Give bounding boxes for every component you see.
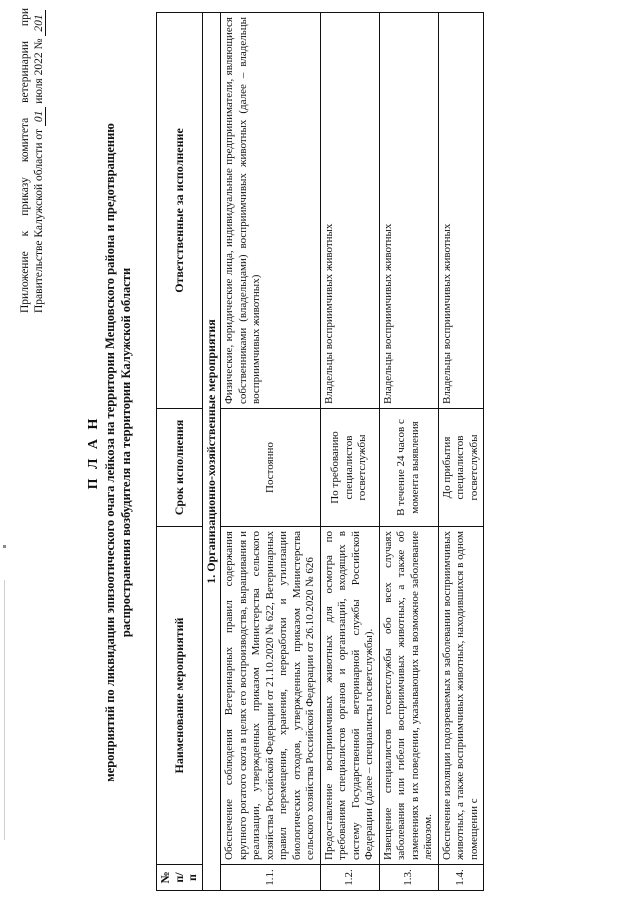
table-row (221, 13, 321, 891)
row-measure: Обеспечение соблюдения Ветеринарных правил содержания крупного рогатого скота в целях его воспроизводства, выращивания и реализации, утвержденных приказом Министерства сельского хозяйства Российской Федерации от 21.10.2020 № 622, Ветеринарных правил перемещения, хранения, переработки и утилизации биологических отходов, утвержденных приказом Министерства сельского хозяйства Российской Федерации от 26.10.2020 № 626 (221, 527, 321, 865)
row-term: Постоянно (221, 409, 321, 527)
row-term: До прибытия специалистов госветслужбы (438, 409, 484, 527)
table-row (379, 13, 438, 891)
title-heading: П Л А Н (86, 415, 101, 490)
title-line1: мероприятий по ликвидации эпизоотического очага лейкоза на территории Мещовского района и предотвращению (103, 123, 117, 782)
row-term: По требованию специалистов госветслужбы (320, 409, 379, 527)
appendix-line1: Приложение к приказу комитета ветеринарии при Правительстве (19, 8, 45, 313)
appendix-line2-prefix: Калужской области от (33, 129, 45, 238)
row-measure: Обеспечение изоляции подозреваемых в заболевании восприимчивых животных, а также восприимчивых животных, находившихся в одном помещении с (438, 527, 484, 865)
row-term: В течение 24 часов с момента выявления (379, 409, 438, 527)
row-responsible: Владельцы восприимчивых животных (438, 13, 484, 409)
row-measure: Предоставление восприимчивых животных для осмотра по требованиям специалистов органов и организаций, входящих в систему Государственной ветеринарной службы Российской Федерации (далее – специалисты госветслужбы). (320, 527, 379, 865)
row-responsible: Физические, юридические лица, индивидуальные предприниматели, являющиеся собственниками (владельцами) восприимчивых животных (далее – владельцы восприимчивых животных) (221, 13, 321, 409)
row-measure: Извещение специалистов госветслужбы обо всех случаях заболевания или гибели восприимчивых животных, а также об изменениях в их поведении, указывающих на возможное заболевание лейкозом. (379, 527, 438, 865)
section-row (202, 13, 221, 891)
row-responsible: Владельцы восприимчивых животных (379, 13, 438, 409)
appendix-date-day: 01 (33, 107, 46, 127)
table-header-row (157, 13, 203, 891)
section-title: 1. Организационно-хозяйственные мероприятия (202, 13, 221, 891)
table-row (438, 13, 484, 891)
row-num: 1.3. (379, 865, 438, 891)
appendix-order-number: 201 (33, 10, 46, 35)
row-num: 1.2. (320, 865, 379, 891)
table-row (320, 13, 379, 891)
appendix-line2-mid: июля 2022 № (33, 38, 45, 104)
header-resp: Ответственные за исполнение (157, 13, 203, 409)
header-name: Наименование мероприятий (157, 527, 203, 865)
header-num: № п/п (157, 865, 203, 891)
title-line2: распространения возбудителя на территории Калужской области (119, 267, 133, 638)
row-num: 1.4. (438, 865, 484, 891)
document-title (86, 20, 134, 885)
header-term: Срок исполнения (157, 409, 203, 527)
row-responsible: Владельцы восприимчивых животных (320, 13, 379, 409)
plan-table (156, 12, 484, 891)
appendix-note (18, 8, 46, 313)
row-num: 1.1. (221, 865, 321, 891)
